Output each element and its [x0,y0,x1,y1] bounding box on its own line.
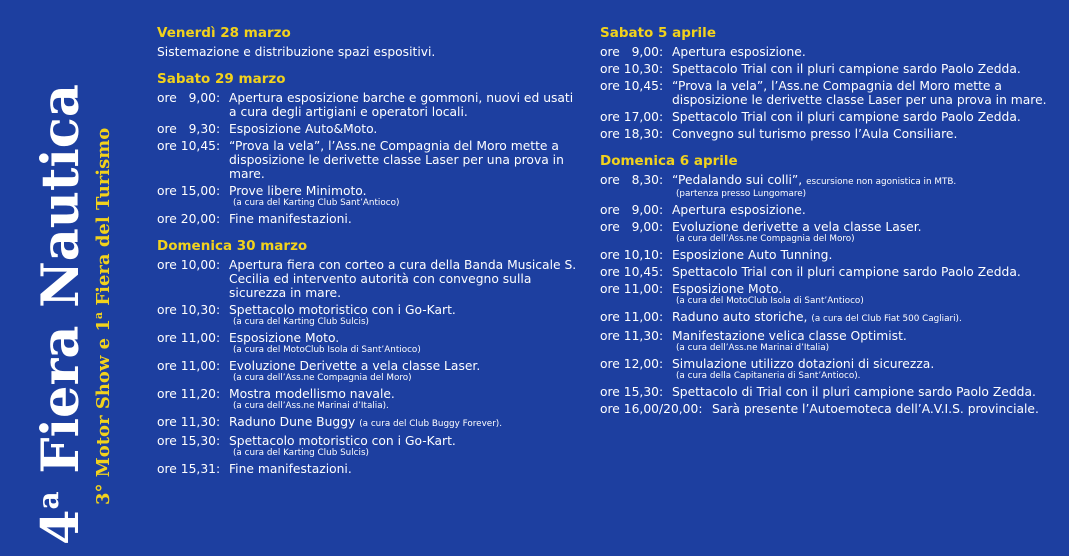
day-heading: Domenica 30 marzo [157,238,308,254]
event-text: Spettacolo di Trial con il pluri campione sardo Paolo Zedda. [672,385,1036,399]
event-time: ore 11,00: [600,282,664,296]
event-time: ore 10,45: [600,79,664,93]
event-body [229,139,577,181]
event-text: Esposizione Moto. [672,282,783,296]
event-body [229,122,577,136]
event-time: ore 10,45: [600,265,664,279]
event-text: Manifestazione velica classe Optimist. [672,329,907,343]
event-list [600,45,1060,141]
day-heading: Sabato 5 aprile [600,25,716,41]
event-row [600,79,1060,107]
event-text: “Pedalando sui colli”, [672,173,803,187]
event-text: Raduno Dune Buggy [229,415,356,429]
event-body [672,110,1060,124]
event-row [600,402,1060,416]
event-body [672,62,1060,76]
event-body [229,91,577,119]
event-row [600,282,1060,307]
event-note: (a cura del MotoClub Isola di Sant’Antioco) [233,345,421,355]
event-time: ore 10,30: [157,303,221,317]
event-body [229,331,577,356]
event-time: ore 10,45: [157,139,221,153]
event-note: (a cura del MotoClub Isola di Sant’Antioco) [676,296,864,306]
event-row [157,415,577,431]
event-row [600,265,1060,279]
event-row [600,385,1060,399]
event-body [229,258,577,300]
event-body [672,310,1060,326]
event-row [600,203,1060,217]
event-body [672,329,1060,354]
event-body [672,357,1060,382]
event-time: ore 11,00: [157,359,221,373]
event-time: ore 9,00: [600,45,664,59]
event-text: Apertura fiera con corteo a cura della Banda Musicale S. Cecilia ed intervento autorità con convegno sulla sicurezza in mare. [229,258,577,300]
event-note: (a cura del Karting Club Sulcis) [233,448,369,458]
event-text: Apertura esposizione. [672,45,806,59]
schedule-right-column [600,25,1060,419]
event-body [672,282,1060,307]
event-time: ore 11,00: [600,310,664,324]
event-time: ore 12,00: [600,357,664,371]
event-body [229,462,577,476]
event-time: ore 9,30: [157,122,221,136]
sub-title: 3° Motor Show e 1$^a$ Fiera del Turismo [92,127,114,505]
event-text: Sarà presente l’Autoemoteca dell’A.V.I.S. provinciale. [712,402,1039,416]
event-inline-note: (a cura del Club Buggy Forever). [359,419,503,429]
event-time: ore 15,00: [157,184,221,198]
event-row [600,62,1060,76]
main-title: 4$^a$ Fiera Nautica [31,84,91,545]
event-row [157,212,577,226]
event-list [157,258,577,476]
event-list [157,91,577,226]
event-text: Evoluzione derivette a vela classe Laser. [672,220,922,234]
event-text: Spettacolo Trial con il pluri campione sardo Paolo Zedda. [672,265,1021,279]
event-row [157,303,577,328]
event-text: Fine manifestazioni. [229,212,352,226]
event-time: ore 10,00: [157,258,221,272]
event-text: Evoluzione Derivette a vela classe Laser. [229,359,481,373]
day-heading: Domenica 6 aprile [600,153,738,169]
event-time: ore 18,30: [600,127,664,141]
event-row [157,258,577,300]
event-row [157,462,577,476]
event-note: (a cura della Capitaneria di Sant’Antioco). [676,371,861,381]
event-body [672,220,1060,245]
event-text: Raduno auto storiche, [672,310,808,324]
day-description: Sistemazione e distribuzione spazi espositivi. [157,45,436,59]
event-note: (a cura dell’Ass.ne Marinai d’Italia). [233,401,389,411]
event-row [157,184,577,209]
event-note: (a cura del Karting Club Sant’Antioco) [233,198,400,208]
event-time: ore 20,00: [157,212,221,226]
event-list [600,173,1060,416]
event-row [600,173,1060,200]
event-text: Spettacolo motoristico con i Go-Kart. [229,303,456,317]
event-time: ore 17,00: [600,110,664,124]
event-row [600,329,1060,354]
event-title-vertical [22,15,115,545]
event-text: Fine manifestazioni. [229,462,352,476]
event-row [157,434,577,459]
event-row [157,387,577,412]
event-body [229,359,577,384]
event-text: Convegno sul turismo presso l’Aula Consiliare. [672,127,958,141]
event-note: (a cura dell’Ass.ne Compagnia del Moro) [233,373,412,383]
event-body [672,248,1060,262]
event-row [600,357,1060,382]
event-row [600,248,1060,262]
event-row [157,359,577,384]
event-body [672,45,1060,59]
event-time: ore 11,00: [157,331,221,345]
event-body [672,79,1060,107]
event-row [600,220,1060,245]
event-text: Prove libere Minimoto. [229,184,367,198]
event-time: ore 11,30: [157,415,221,429]
event-body [229,303,577,328]
day-heading: Sabato 29 marzo [157,71,286,87]
event-note: (a cura dell’Ass.ne Compagnia del Moro) [676,234,855,244]
event-time: ore 11,30: [600,329,664,343]
event-time: ore 16,00/20,00: [600,402,703,416]
event-body [229,387,577,412]
event-time: ore 11,20: [157,387,221,401]
event-row [600,110,1060,124]
event-row [600,127,1060,141]
event-note: (a cura del Karting Club Sulcis) [233,317,369,327]
event-text: Simulazione utilizzo dotazioni di sicurezza. [672,357,935,371]
event-text: Mostra modellismo navale. [229,387,395,401]
event-text: Spettacolo Trial con il pluri campione sardo Paolo Zedda. [672,62,1021,76]
event-row [157,331,577,356]
event-text: Esposizione Auto Tunning. [672,248,833,262]
event-body [229,184,577,209]
event-text: Apertura esposizione barche e gommoni, nuovi ed usati a cura degli artigiani e operatori locali. [229,91,574,119]
event-row [157,139,577,181]
event-note: (a cura dell’Ass.ne Marinai d’Italia) [676,343,830,353]
event-body [672,385,1060,399]
event-text: Spettacolo Trial con il pluri campione sardo Paolo Zedda. [672,110,1021,124]
event-inline-note: (a cura del Club Fiat 500 Cagliari). [811,314,962,324]
event-text: Apertura esposizione. [672,203,806,217]
event-time: ore 9,00: [157,91,221,105]
event-time: ore 9,00: [600,203,664,217]
event-time: ore 9,00: [600,220,664,234]
event-time: ore 10,10: [600,248,664,262]
event-time: ore 15,30: [600,385,664,399]
event-text: Spettacolo motoristico con i Go-Kart. [229,434,456,448]
schedule-left-column [157,25,577,479]
event-time: ore 15,30: [157,434,221,448]
event-row [157,91,577,119]
event-text: “Prova la vela”, l’Ass.ne Compagnia del Moro mette a disposizione le derivette classe Laser per una prova in mare. [229,139,564,181]
event-body [672,203,1060,217]
event-text: Esposizione Moto. [229,331,340,345]
event-body [672,265,1060,279]
event-row [600,45,1060,59]
event-row [600,310,1060,326]
event-body [229,415,577,431]
day-heading: Venerdì 28 marzo [157,25,291,41]
event-body [229,212,577,226]
event-time: ore 8,30: [600,173,664,187]
event-body [672,173,1060,200]
event-note: (partenza presso Lungomare) [676,189,807,199]
event-time: ore 10,30: [600,62,664,76]
event-inline-note: escursione non agonistica in MTB. [806,177,957,187]
event-body [672,127,1060,141]
event-row [157,122,577,136]
event-time: ore 15,31: [157,462,221,476]
event-text: “Prova la vela”, l’Ass.ne Compagnia del Moro mette a disposizione le derivette classe Laser per una prova in mare. [672,79,1047,107]
event-body [712,402,1060,416]
event-text: Esposizione Auto&Moto. [229,122,378,136]
event-body [229,434,577,459]
